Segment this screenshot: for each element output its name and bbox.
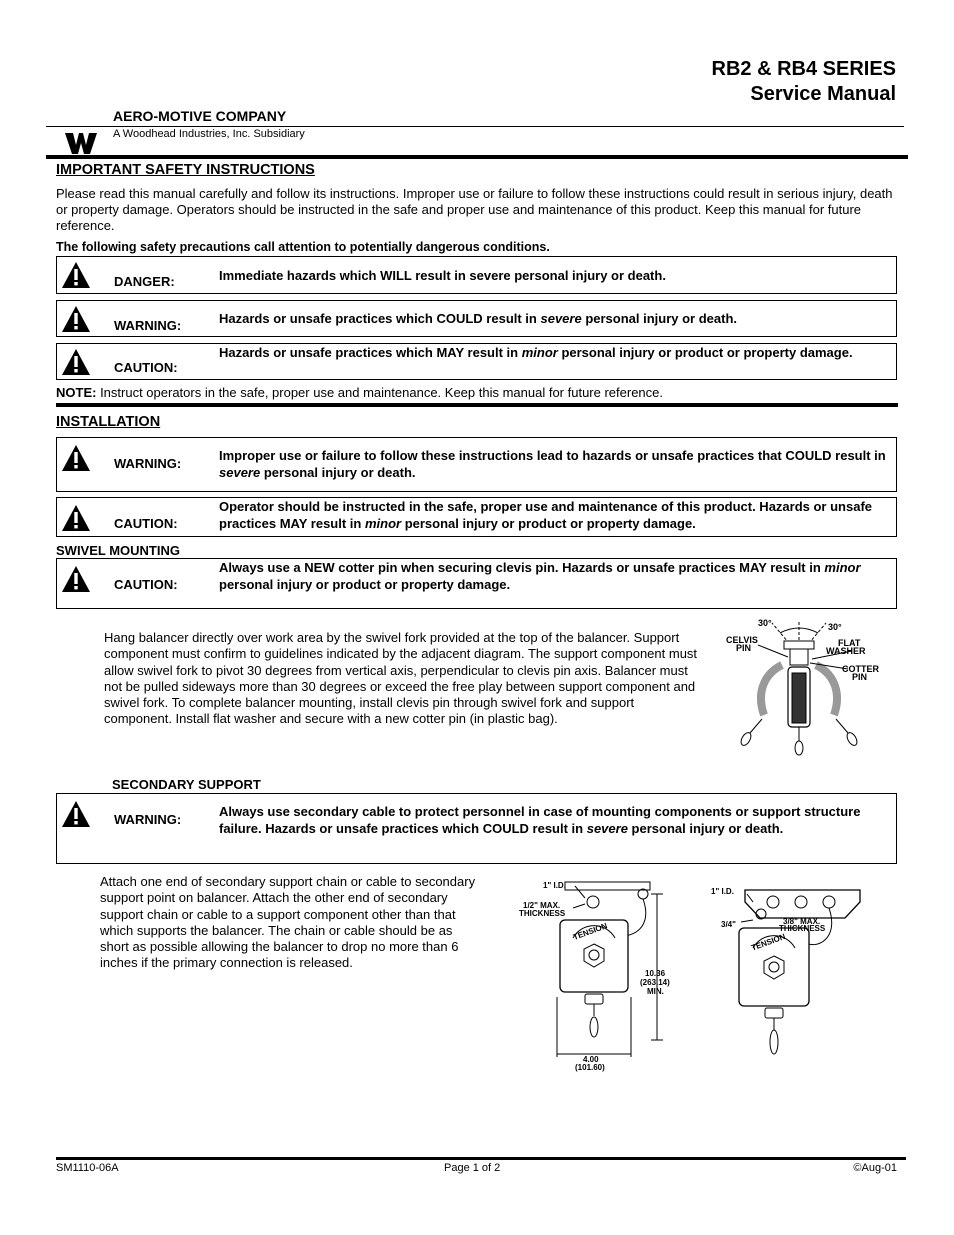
installation-caution-text: Operator should be instructed in the safe, proper use and maintenance of this product. Hazards or unsafe practices MAY result in minor personal injury or product or property damage. (219, 499, 873, 531)
caution-label: CAUTION: (114, 360, 178, 375)
inner-diameter-label: 1" I.D. (711, 887, 734, 896)
swivel-heading: SWIVEL MOUNTING (56, 543, 180, 558)
warning-triangle-icon (61, 348, 91, 376)
installation-warning-text: Improper use or failure to follow these instructions lead to hazards or unsafe practices that COULD result in severe personal injury or death. (219, 448, 886, 480)
warning-triangle-icon (61, 800, 91, 828)
danger-text: Immediate hazards which WILL result in severe personal injury or death. (219, 268, 666, 283)
tension-label: TENSION (572, 921, 609, 942)
angle-right-label: 30° (828, 622, 842, 632)
cotter-pin-label-2: PIN (852, 672, 868, 682)
footer-date: ©Aug-01 (853, 1162, 897, 1174)
clevis-label-1: CELVIS (726, 635, 758, 645)
three-quarter-label: 3/4" (721, 920, 736, 929)
danger-box (56, 256, 897, 294)
warning-label: WARNING: (114, 318, 182, 333)
warning-triangle-icon (61, 305, 91, 333)
max-thickness-label-1: 1/2" MAX. (523, 901, 561, 910)
installation-heading: INSTALLATION (56, 414, 161, 430)
inner-diameter-label: 1" I.D. (543, 881, 566, 890)
swivel-caution-label: CAUTION: (114, 577, 178, 592)
secondary-warning-text: Always use secondary cable to protect personnel in case of mounting components or support structure failure. Hazards or unsafe practices which COULD result in severe personal injury or death. (219, 804, 861, 836)
danger-label: DANGER: (114, 274, 175, 289)
max-thickness-label-1: 3/8" MAX. (783, 917, 821, 926)
flat-washer-label-1: FLAT (838, 638, 861, 648)
installation-caution-label: CAUTION: (114, 516, 178, 531)
width-label-2: (101.60) (575, 1063, 605, 1072)
warning-text: Hazards or unsafe practices which COULD result in severe personal injury or death. (219, 311, 738, 326)
height-label-3: MIN. (647, 987, 664, 996)
clevis-label-2: PIN (736, 643, 752, 653)
installation-warning-label: WARNING: (114, 456, 182, 471)
section-rule (56, 403, 898, 407)
footer-page-number: Page 1 of 2 (444, 1162, 501, 1174)
secondary-support-diagram-right (705, 880, 875, 1075)
header-thick-rule (46, 155, 908, 159)
secondary-instructions: Attach one end of secondary support chain or cable to secondary support point on balancer. Attach the other end of secondary support chain or cable to a support component other than that which supports the balancer. The chain or cable should be as short as possible allowing the balancer to drop no more than 6 inches if the primary connection is released. (100, 874, 476, 971)
width-label-1: 4.00 (583, 1055, 599, 1064)
flat-washer-label-2: WASHER (826, 646, 866, 656)
safety-heading: IMPORTANT SAFETY INSTRUCTIONS (56, 162, 315, 178)
swivel-instructions: Hang balancer directly over work area by the swivel fork provided at the top of the balancer. Support component must confirm to guidelines indicated by the adjacent diagram. The support component must allow swivel fork to pivot 30 degrees from vertical axis, perpendicular to clevis pin axis. Balancer must not be pulled sideways more than 30 degrees or exceed the free play between support component and swivel fork. To complete balancer mounting, install clevis pin through swivel fork and support component. Install flat washer and secure with a new cotter pin (in plastic bag). (104, 630, 698, 727)
note-line: NOTE: Instruct operators in the safe, proper use and maintenance. Keep this manual for future reference. (56, 385, 664, 400)
warning-triangle-icon (61, 565, 91, 593)
secondary-warning-label: WARNING: (114, 812, 182, 827)
swivel-mounting-diagram (722, 615, 892, 765)
swivel-caution-box (56, 558, 897, 609)
woodhead-logo-icon (64, 130, 98, 156)
max-thickness-label-2: THICKNESS (519, 909, 566, 918)
document-title: RB2 & RB4 SERIES (711, 58, 896, 80)
warning-box (56, 300, 897, 337)
warning-triangle-icon (61, 261, 91, 289)
header-rule (46, 126, 904, 127)
caution-box (56, 343, 897, 380)
max-thickness-label-2: THICKNESS (779, 924, 826, 933)
secondary-support-diagram-left (505, 872, 675, 1077)
swivel-caution-text: Always use a NEW cotter pin when securing clevis pin. Hazards or unsafe practices MAY result in minor personal injury or product or property damage. (219, 560, 861, 592)
company-name: AERO-MOTIVE COMPANY (113, 108, 287, 124)
height-label-1: 10.36 (645, 969, 666, 978)
height-label-2: (263.14) (640, 978, 670, 987)
warning-triangle-icon (61, 504, 91, 532)
cotter-pin-label-1: COTTER (842, 664, 879, 674)
installation-caution-box (56, 497, 897, 537)
safety-intro: Please read this manual carefully and follow its instructions. Improper use or failure to follow these instructions could result in serious injury, death or property damage. Operators should be instructed in the safe and proper use and maintenance of this product. Keep this manual for future reference. (56, 186, 893, 233)
document-subtitle: Service Manual (750, 83, 896, 105)
company-subsidiary: A Woodhead Industries, Inc. Subsidiary (113, 128, 305, 140)
footer-doc-number: SM1110-06A (56, 1162, 119, 1174)
secondary-warning-box (56, 793, 897, 864)
warning-triangle-icon (61, 444, 91, 472)
installation-warning-box (56, 437, 897, 492)
angle-left-label: 30° (758, 618, 772, 628)
caution-text: Hazards or unsafe practices which MAY result in minor personal injury or product or property damage. (219, 345, 853, 360)
footer-rule (56, 1157, 906, 1160)
tension-label: TENSION (750, 931, 787, 953)
precautions-line: The following safety precautions call attention to potentially dangerous conditions. (56, 240, 550, 254)
secondary-heading: SECONDARY SUPPORT (112, 777, 261, 792)
